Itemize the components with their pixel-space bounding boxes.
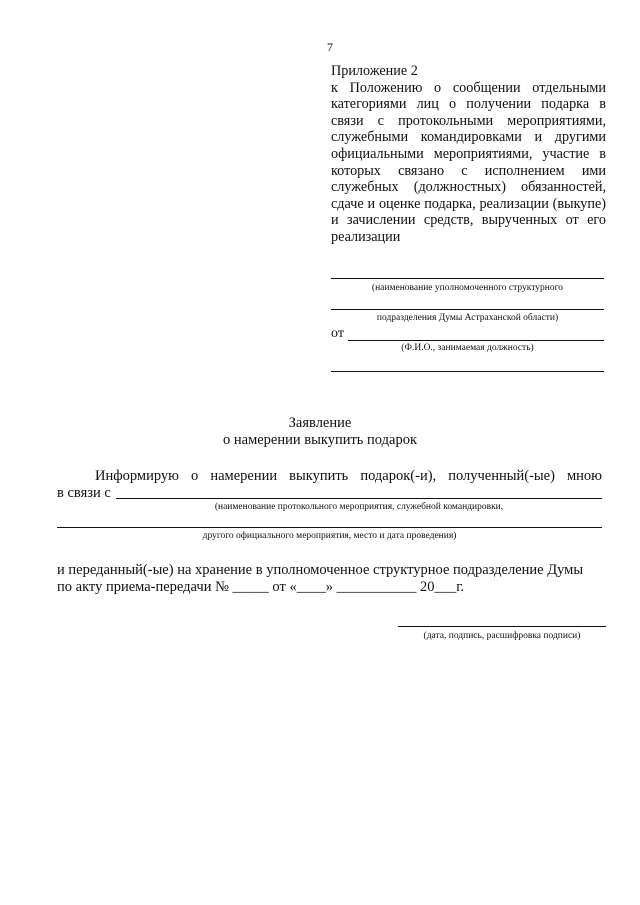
event-line-1[interactable] (116, 498, 602, 499)
event-caption-1: (наименование протокольного мероприятия, служебной командировки, (214, 502, 504, 512)
appendix-title: Приложение 2 (331, 63, 418, 79)
appendix-body: к Положению о сообщении отдельными категориями лиц о получении подарка в связи с протокольными мероприятиями, служебными командировками и другими официальными мероприятиями, участие в которых связано с исполнением ими служебных (должностных) обязанностей, сдаче и оценке подарка, реализации (выкупе) и зачислении средств, вырученных от его реализации (331, 79, 606, 245)
statement-subtitle: о намерении выкупить подарок (223, 432, 417, 448)
statement-line-1: Информирую о намерении выкупить подарок(-и), полученный(-ые) мною (95, 468, 602, 484)
appendix-block (331, 63, 606, 246)
addressee-line-3[interactable] (331, 371, 604, 372)
statement-line-3: и переданный(-ые) на хранение в уполномоченное структурное подразделение Думы (57, 562, 584, 578)
statement-title: Заявление (288, 415, 352, 431)
signature-caption: (дата, подпись, расшифровка подписи) (423, 631, 581, 641)
statement-line-2-prefix: в связи с (57, 485, 111, 501)
from-label: от (331, 326, 344, 341)
addressee-line-2[interactable] (331, 309, 604, 310)
event-line-2[interactable] (57, 527, 602, 528)
addressee-caption-2: подразделения Думы Астраханской области) (376, 313, 559, 323)
addressee-caption-1: (наименование уполномоченного структурного (371, 283, 564, 293)
signature-line[interactable] (398, 626, 606, 627)
page-number: 7 (327, 40, 333, 54)
event-caption-2: другого официального мероприятия, место и дата проведения) (202, 531, 457, 541)
addressee-line-1[interactable] (331, 278, 604, 279)
from-line[interactable] (348, 340, 604, 341)
addressee-caption-3: (Ф.И.О., занимаемая должность) (401, 343, 534, 353)
statement-line-4: по акту приема-передачи № _____ от «____» ___________ 20___г. (57, 579, 465, 595)
